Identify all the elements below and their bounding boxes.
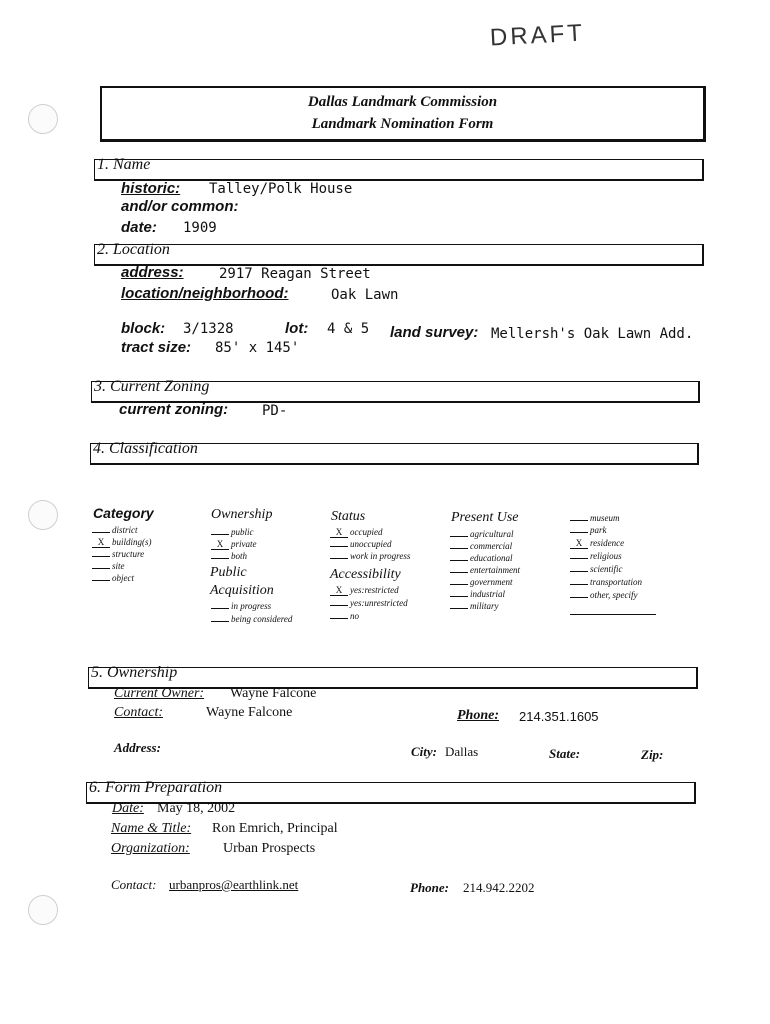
present-use-item: other, specify	[570, 590, 638, 600]
owner-address-label: Address:	[114, 740, 161, 755]
present-use-item: commercial	[450, 541, 512, 551]
accessibility-item: yes:unrestricted	[330, 598, 408, 608]
lot-value: 4 & 5	[327, 321, 370, 337]
tract-value: 85' x 145'	[215, 340, 300, 356]
prep-name-value: Ron Emrich, Principal	[212, 821, 338, 836]
accessibility-item: X yes:restricted	[330, 585, 399, 596]
zoning-label: current zoning:	[119, 401, 229, 418]
section-1-heading: 1. Name	[97, 156, 151, 173]
present-use-item: entertainment	[450, 565, 520, 575]
present-use-item: government	[450, 577, 513, 587]
accessibility-heading: Accessibility	[330, 567, 401, 582]
category-item: site	[92, 561, 125, 571]
zoning-value: PD-	[262, 403, 288, 419]
section-6-heading: 6. Form Preparation	[89, 779, 223, 796]
historic-label: historic:	[121, 180, 181, 197]
form-title-box	[100, 86, 706, 142]
section-5-heading: 5. Ownership	[91, 664, 178, 681]
present-use-item: agricultural	[450, 529, 514, 539]
name-date-value: 1909	[183, 220, 217, 236]
owner-zip-label: Zip:	[641, 747, 664, 762]
binder-hole-bottom	[28, 895, 58, 925]
category-item: X building(s)	[92, 537, 152, 548]
block-label: block:	[121, 320, 166, 337]
acquisition-item: being considered	[211, 614, 292, 624]
lot-label: lot:	[285, 320, 309, 337]
status-heading: Status	[331, 509, 366, 524]
current-owner-label: Current Owner:	[114, 686, 205, 701]
prep-name-label: Name & Title:	[111, 821, 192, 836]
owner-city-label: City:	[411, 744, 437, 759]
present-use-item: transportation	[570, 577, 642, 587]
neighborhood-value: Oak Lawn	[331, 287, 399, 303]
form-title-line1: Dallas Landmark Commission	[307, 94, 498, 110]
section-2-heading: 2. Location	[97, 241, 170, 258]
binder-hole-top	[28, 104, 58, 134]
status-item: unoccupied	[330, 539, 391, 549]
category-item: district	[92, 525, 138, 535]
form-title-line2: Landmark Nomination Form	[311, 116, 494, 132]
owner-contact-label: Contact:	[114, 705, 163, 720]
acquisition-item: in progress	[211, 601, 271, 611]
present-use-item: park	[570, 525, 607, 535]
other-specify-line	[570, 614, 656, 615]
binder-hole-middle	[28, 500, 58, 530]
category-heading: Category	[93, 505, 154, 521]
prep-contact-label: Contact:	[111, 877, 157, 892]
present-use-item: industrial	[450, 589, 505, 599]
prep-date-label: Date:	[112, 801, 144, 816]
present-use-item: religious	[570, 551, 622, 561]
ownership-class-heading: Ownership	[211, 507, 273, 522]
prep-phone-label: Phone:	[410, 880, 449, 895]
present-use-item: scientific	[570, 564, 623, 574]
address-value: 2917 Reagan Street	[219, 266, 371, 282]
tract-label: tract size:	[121, 339, 192, 356]
survey-value: Mellersh's Oak Lawn Add.	[491, 326, 694, 342]
status-item: work in progress	[330, 551, 410, 561]
historic-value: Talley/Polk House	[209, 181, 353, 197]
section-4-heading: 4. Classification	[93, 440, 198, 457]
prep-organization-value: Urban Prospects	[223, 841, 316, 856]
category-item: structure	[92, 549, 144, 559]
section-3-heading: 3. Current Zoning	[94, 378, 210, 395]
owner-city-value: Dallas	[445, 744, 479, 759]
current-owner-value: Wayne Falcone	[230, 686, 317, 701]
public-acquisition-heading-2: Acquisition	[210, 583, 274, 598]
owner-state-label: State:	[549, 746, 581, 761]
category-item: object	[92, 573, 134, 583]
present-use-heading: Present Use	[451, 510, 519, 525]
ownership-item: X private	[211, 539, 257, 550]
address-label: address:	[121, 264, 184, 281]
common-label: and/or common:	[121, 198, 239, 215]
public-acquisition-heading-1: Public	[210, 565, 247, 580]
ownership-item: both	[211, 551, 247, 561]
survey-label: land survey:	[390, 324, 479, 341]
present-use-item: military	[450, 601, 499, 611]
ownership-item: public	[211, 527, 254, 537]
prep-organization-label: Organization:	[111, 841, 190, 856]
status-item: X occupied	[330, 527, 382, 538]
section-1-bar	[94, 159, 704, 181]
owner-contact-value: Wayne Falcone	[206, 705, 293, 720]
section-2-bar	[94, 244, 704, 266]
present-use-item: educational	[450, 553, 513, 563]
neighborhood-label: location/neighborhood:	[121, 285, 289, 302]
accessibility-item: no	[330, 611, 359, 621]
prep-phone-value: 214.942.2202	[463, 880, 535, 895]
present-use-item: museum	[570, 513, 620, 523]
present-use-item: X residence	[570, 538, 624, 549]
block-value: 3/1328	[183, 321, 234, 337]
prep-contact-value: urbanpros@earthlink.net	[169, 877, 299, 892]
name-date-label: date:	[121, 219, 157, 236]
draft-stamp: DRAFT	[489, 19, 586, 52]
owner-phone-label: Phone:	[457, 708, 499, 723]
prep-date-value: May 18, 2002	[157, 801, 236, 816]
owner-phone-value: 214.351.1605	[519, 709, 599, 724]
